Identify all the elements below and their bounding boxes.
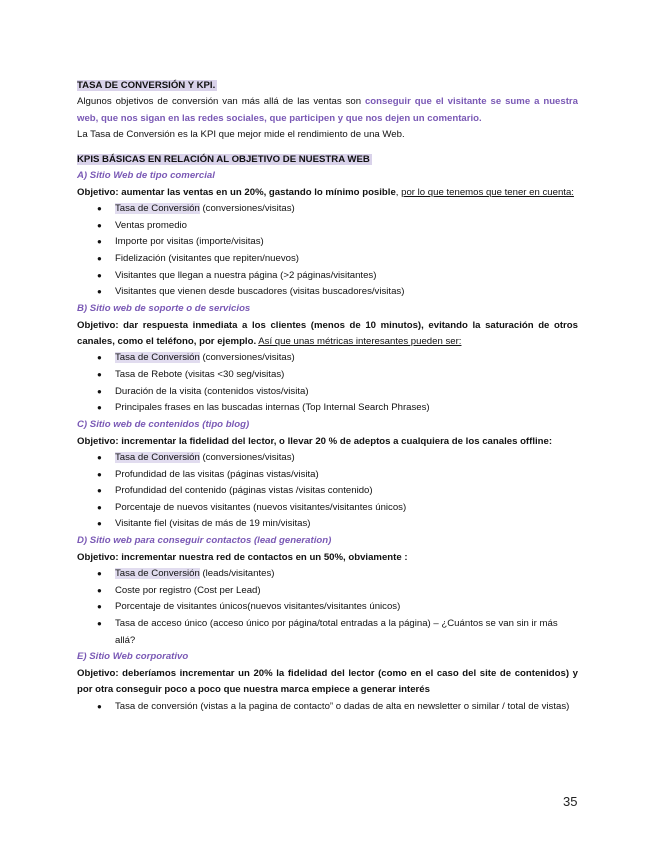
list-item: ● Coste por registro (Cost per Lead)	[115, 583, 578, 600]
list-item: ● Tasa de conversión (vistas a la pagina de contacto” o dadas de alta en newsletter o similar / total de vistas)	[115, 699, 578, 716]
section-a-title: A) Sitio Web de tipo comercial	[77, 170, 215, 182]
section-b-list	[77, 350, 578, 416]
list-item: ● Porcentaje de visitantes únicos(nuevos visitantes/visitantes únicos)	[115, 599, 578, 616]
intro-paragraph: Algunos objetivos de conversión van más allá de las ventas son conseguir que el visitante se sume a nuestra web, que nos sigan en las redes sociales, que participen y que nos dejen un comentario.	[77, 96, 578, 124]
section-c-list	[77, 450, 578, 533]
list-item: ● Tasa de Conversión (conversiones/visitas)	[115, 350, 578, 367]
list-item: ● Visitante fiel (visitas de más de 19 min/visitas)	[115, 516, 578, 533]
list-item: ● Profundidad de las visitas (páginas vistas/visita)	[115, 467, 578, 484]
list-item: ● Tasa de acceso único (acceso único por página/total entradas a la página) – ¿Cuántos se van sin ir más allá?	[115, 616, 578, 649]
document-page	[77, 78, 578, 715]
list-item: ● Profundidad del contenido (páginas vistas /visitas contenido)	[115, 483, 578, 500]
intro-line2: La Tasa de Conversión es la KPI que mejor mide el rendimiento de una Web.	[77, 129, 405, 141]
intro-highlight: conseguir que el visitante se sume a nuestra web, que nos sigan en las redes sociales, que participen y que nos dejen un comentario.	[77, 96, 578, 124]
section-c-objective: Objetivo: incrementar la fidelidad del lector, o llevar 20 % de adeptos a cualquiera de los canales offline:	[77, 435, 553, 447]
list-item: ● Tasa de Rebote (visitas <30 seg/visitas)	[115, 367, 578, 384]
section-b-objective: Objetivo: dar respuesta inmediata a los clientes (menos de 10 minutos), evitando la saturación de otros canales, como el teléfono, por ejemplo. Así que unas métricas interesantes pueden ser:	[77, 319, 578, 347]
section-e-objective: Objetivo: deberíamos incrementar un 20% la fidelidad del lector (como en el caso del site de contenidos) y por otra conseguir poco a poco que nuestra marca empiece a generar interés	[77, 667, 578, 696]
section-a-objective: Objetivo: aumentar las ventas en un 20%, gastando lo mínimo posible, por lo que tenemos que tener en cuenta:	[77, 186, 574, 198]
list-item: ● Visitantes que llegan a nuestra página (>2 páginas/visitantes)	[115, 268, 578, 285]
page-number: 35	[563, 794, 578, 809]
section-d-title: D) Sitio web para conseguir contactos (lead generation)	[77, 534, 332, 546]
list-item: ● Fidelización (visitantes que repiten/nuevos)	[115, 251, 578, 268]
list-item: ● Importe por visitas (importe/visitas)	[115, 234, 578, 251]
section-a-list	[77, 201, 578, 301]
section-d-list	[77, 566, 578, 649]
section-e-title: E) Sitio Web corporativo	[77, 651, 189, 663]
list-item: ● Tasa de Conversión (conversiones/visitas)	[115, 450, 578, 467]
list-item: ● Duración de la visita (contenidos vistos/visita)	[115, 384, 578, 401]
section-c-title: C) Sitio web de contenidos (tipo blog)	[77, 418, 250, 430]
heading-kpis-basicas: KPIS BÁSICAS EN RELACIÓN AL OBJETIVO DE NUESTRA WEB	[77, 153, 370, 165]
list-item: ● Tasa de Conversión (leads/visitantes)	[115, 566, 578, 583]
list-item: ● Tasa de Conversión (conversiones/visitas)	[115, 201, 578, 218]
list-item: ● Ventas promedio	[115, 218, 578, 235]
section-b-title: B) Sitio web de soporte o de servicios	[77, 302, 251, 314]
heading-tasa-conversion: TASA DE CONVERSIÓN Y KPI.	[77, 80, 216, 91]
section-d-objective: Objetivo: incrementar nuestra red de contactos en un 50%, obviamente :	[77, 551, 408, 563]
list-item: ● Principales frases en las buscadas internas (Top Internal Search Phrases)	[115, 400, 578, 417]
section-e-list	[77, 699, 578, 716]
list-item: ● Visitantes que vienen desde buscadores (visitas buscadores/visitas)	[115, 284, 578, 301]
list-item: ● Porcentaje de nuevos visitantes (nuevos visitantes/visitantes únicos)	[115, 500, 578, 517]
